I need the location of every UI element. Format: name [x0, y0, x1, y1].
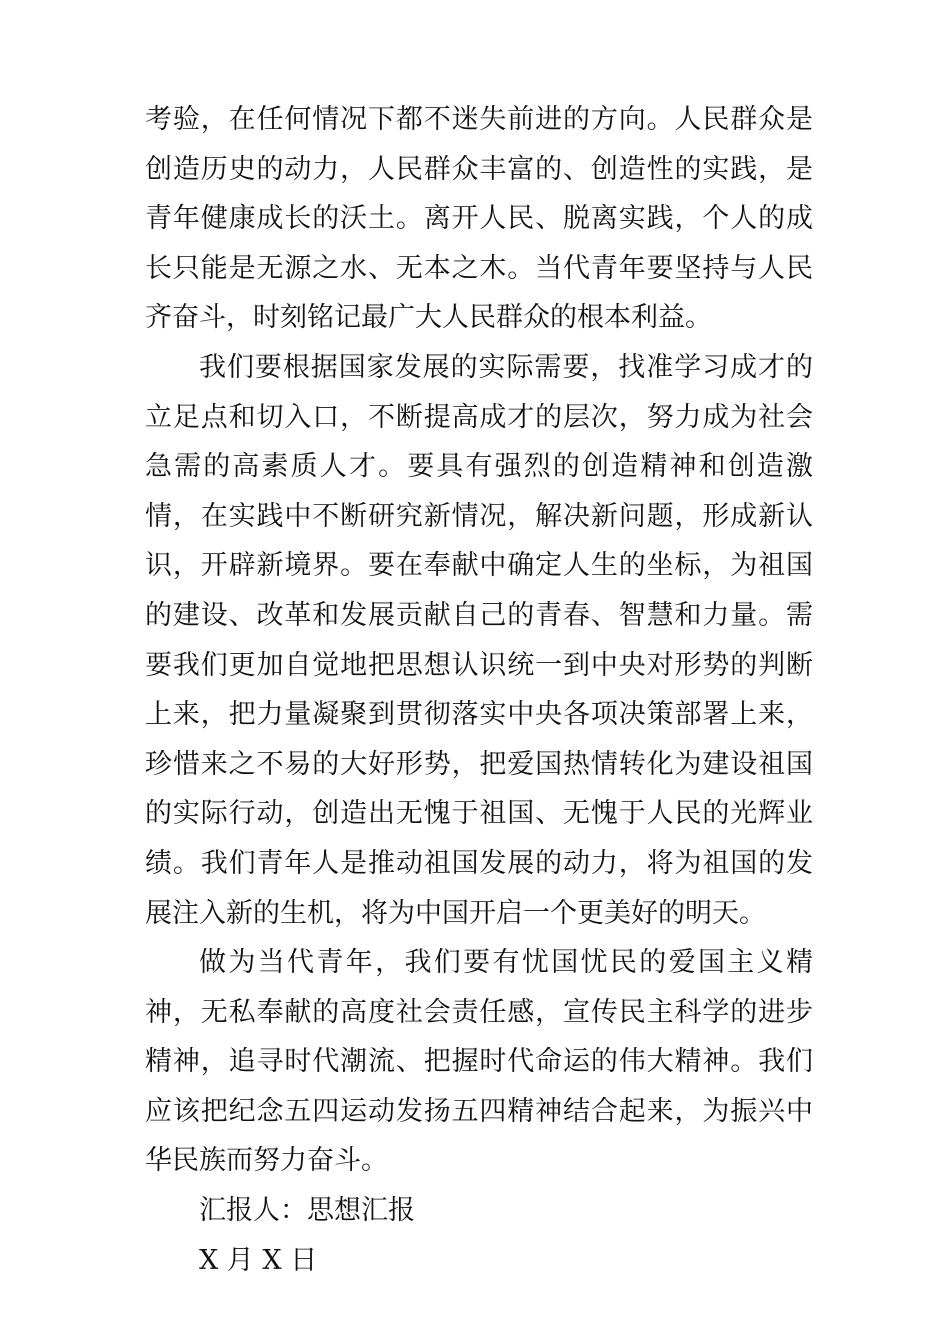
document-body — [145, 95, 813, 1285]
reporter-line: 汇报人：思想汇报 — [199, 1195, 415, 1227]
paragraph-talent: 我们要根据国家发展的实际需要，找准学习成才的立足点和切入口，不断提高成才的层次，努力成为社会急需的高素质人才。要具有强烈的创造精神和创造激情，在实践中不断研究新情况，解决新问题，形成新认识，开辟新境界。要在奉献中确定人生的坐标，为祖国的建设、改革和发展贡献自己的青春、智慧和力量。需要我们更加自觉地把思想认识统一到中央对形势的判断上来，把力量凝聚到贯彻落实中央各项决策部署上来，珍惜来之不易的大好形势，把爱国热情转化为建设祖国的实际行动，创造出无愧于祖国、无愧于人民的光辉业绩。我们青年人是推动祖国发展的动力，将为祖国的发展注入新的生机，将为中国开启一个更美好的明天。 — [145, 351, 813, 929]
paragraph-continuation: 考验，在任何情况下都不迷失前进的方向。人民群众是创造历史的动力，人民群众丰富的、创造性的实践，是青年健康成长的沃土。离开人民、脱离实践，个人的成长只能是无源之水、无本之木。当代青年要坚持与人民齐奋斗，时刻铭记最广大人民群众的根本利益。 — [145, 104, 813, 334]
paragraph-youth-spirit: 做为当代青年，我们要有忧国忧民的爱国主义精神，无私奉献的高度社会责任感，宣传民主科学的进步精神，追寻时代潮流、把握时代命运的伟大精神。我们应该把纪念五四运动发扬五四精神结合起来，为振兴中华民族而努力奋斗。 — [145, 947, 813, 1177]
date-line: X 月 X 日 — [199, 1244, 318, 1276]
